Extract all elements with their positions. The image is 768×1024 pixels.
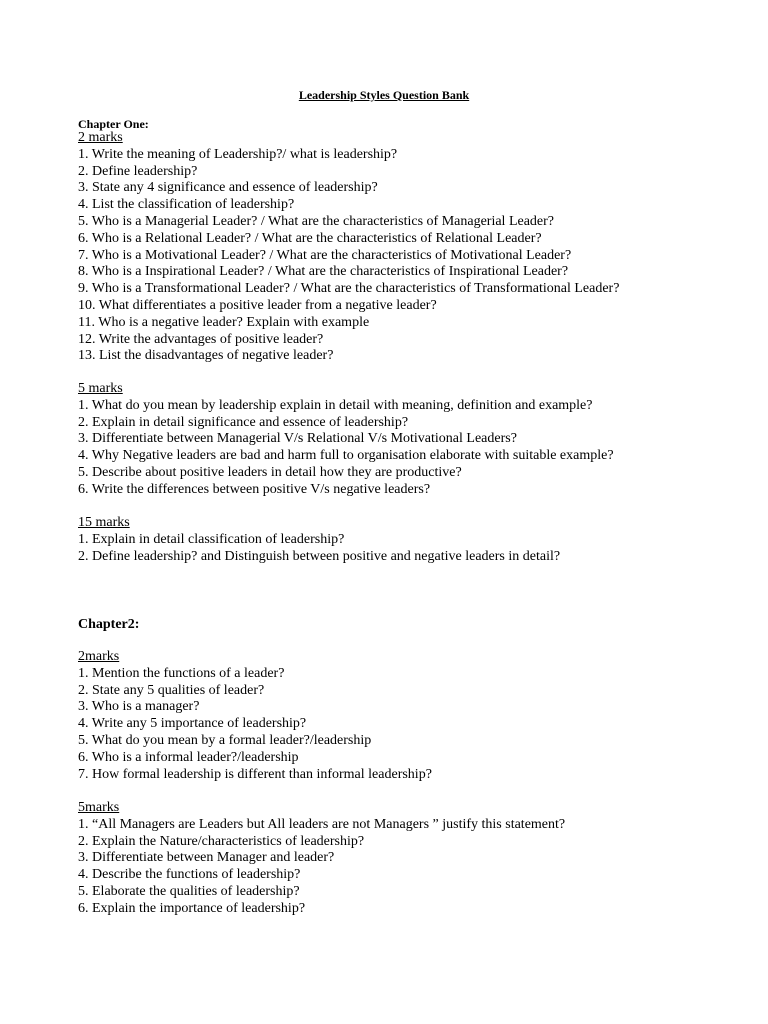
chapter-one-2-marks-section [78,130,738,365]
chapter-two-2-marks-section [78,649,738,783]
question-item: 3. Differentiate between Manager and leader? [78,850,335,866]
chapter-one-heading: Chapter One: [78,117,149,131]
question-item: 4. Describe the functions of leadership? [78,867,301,883]
question-item: 12. Write the advantages of positive leader? [78,331,324,347]
question-item: 6. Explain the importance of leadership? [78,900,306,916]
question-item: 5. Describe about positive leaders in detail how they are productive? [78,464,462,480]
question-item: 6. Who is a informal leader?/leadership [78,749,299,765]
chapter-two-5-marks-section [78,800,738,918]
chapter-one-15-marks-section [78,515,738,565]
section-heading: 5marks [78,800,120,815]
question-item: 6. Who is a Relational Leader? / What are the characteristics of Relational Leader? [78,230,542,246]
question-item: 1. Write the meaning of Leadership?/ what is leadership? [78,146,398,162]
section-heading: 2marks [78,649,120,664]
question-item: 2. Explain in detail significance and essence of leadership? [78,414,409,430]
question-item: 7. How formal leadership is different than informal leadership? [78,766,432,782]
question-item: 5. What do you mean by a formal leader?/leadership [78,732,372,748]
question-item: 6. Write the differences between positive V/s negative leaders? [78,481,431,497]
question-item: 2. Define leadership? [78,163,198,179]
question-item: 4. List the classification of leadership? [78,197,295,213]
section-heading: 15 marks [78,515,130,530]
document-title: Leadership Styles Question Bank [298,88,470,102]
chapter-one-5-marks-section [78,381,738,499]
question-item: 2. Define leadership? and Distinguish between positive and negative leaders in detail? [78,548,561,564]
question-item: 1. “All Managers are Leaders but All leaders are not Managers ” justify this statement? [78,816,566,832]
question-item: 1. What do you mean by leadership explain in detail with meaning, definition and example? [78,397,593,413]
question-item: 5. Who is a Managerial Leader? / What are the characteristics of Managerial Leader? [78,213,555,229]
question-item: 8. Who is a Inspirational Leader? / What are the characteristics of Inspirational Leader? [78,264,569,280]
question-item: 7. Who is a Motivational Leader? / What are the characteristics of Motivational Leader? [78,247,572,263]
question-item: 2. Explain the Nature/characteristics of leadership? [78,833,365,849]
question-item: 3. Differentiate between Managerial V/s Relational V/s Motivational Leaders? [78,431,517,447]
question-item: 5. Elaborate the qualities of leadership? [78,883,300,899]
question-item: 4. Write any 5 importance of leadership? [78,716,307,732]
question-item: 13. List the disadvantages of negative leader? [78,348,334,364]
question-item: 4. Why Negative leaders are bad and harm full to organisation elaborate with suitable example? [78,448,614,464]
question-item: 3. Who is a manager? [78,699,200,715]
question-item: 9. Who is a Transformational Leader? / What are the characteristics of Transformational Leader? [78,281,620,297]
chapter-two-heading: Chapter2: [78,617,140,632]
question-item: 10. What differentiates a positive leader from a negative leader? [78,297,437,313]
question-item: 2. State any 5 qualities of leader? [78,682,265,698]
question-item: 1. Explain in detail classification of leadership? [78,531,345,547]
question-item: 3. State any 4 significance and essence of leadership? [78,180,378,196]
section-heading: 2 marks [78,130,123,145]
section-heading: 5 marks [78,381,123,396]
question-item: 11. Who is a negative leader? Explain with example [78,314,370,330]
question-item: 1. Mention the functions of a leader? [78,665,285,681]
